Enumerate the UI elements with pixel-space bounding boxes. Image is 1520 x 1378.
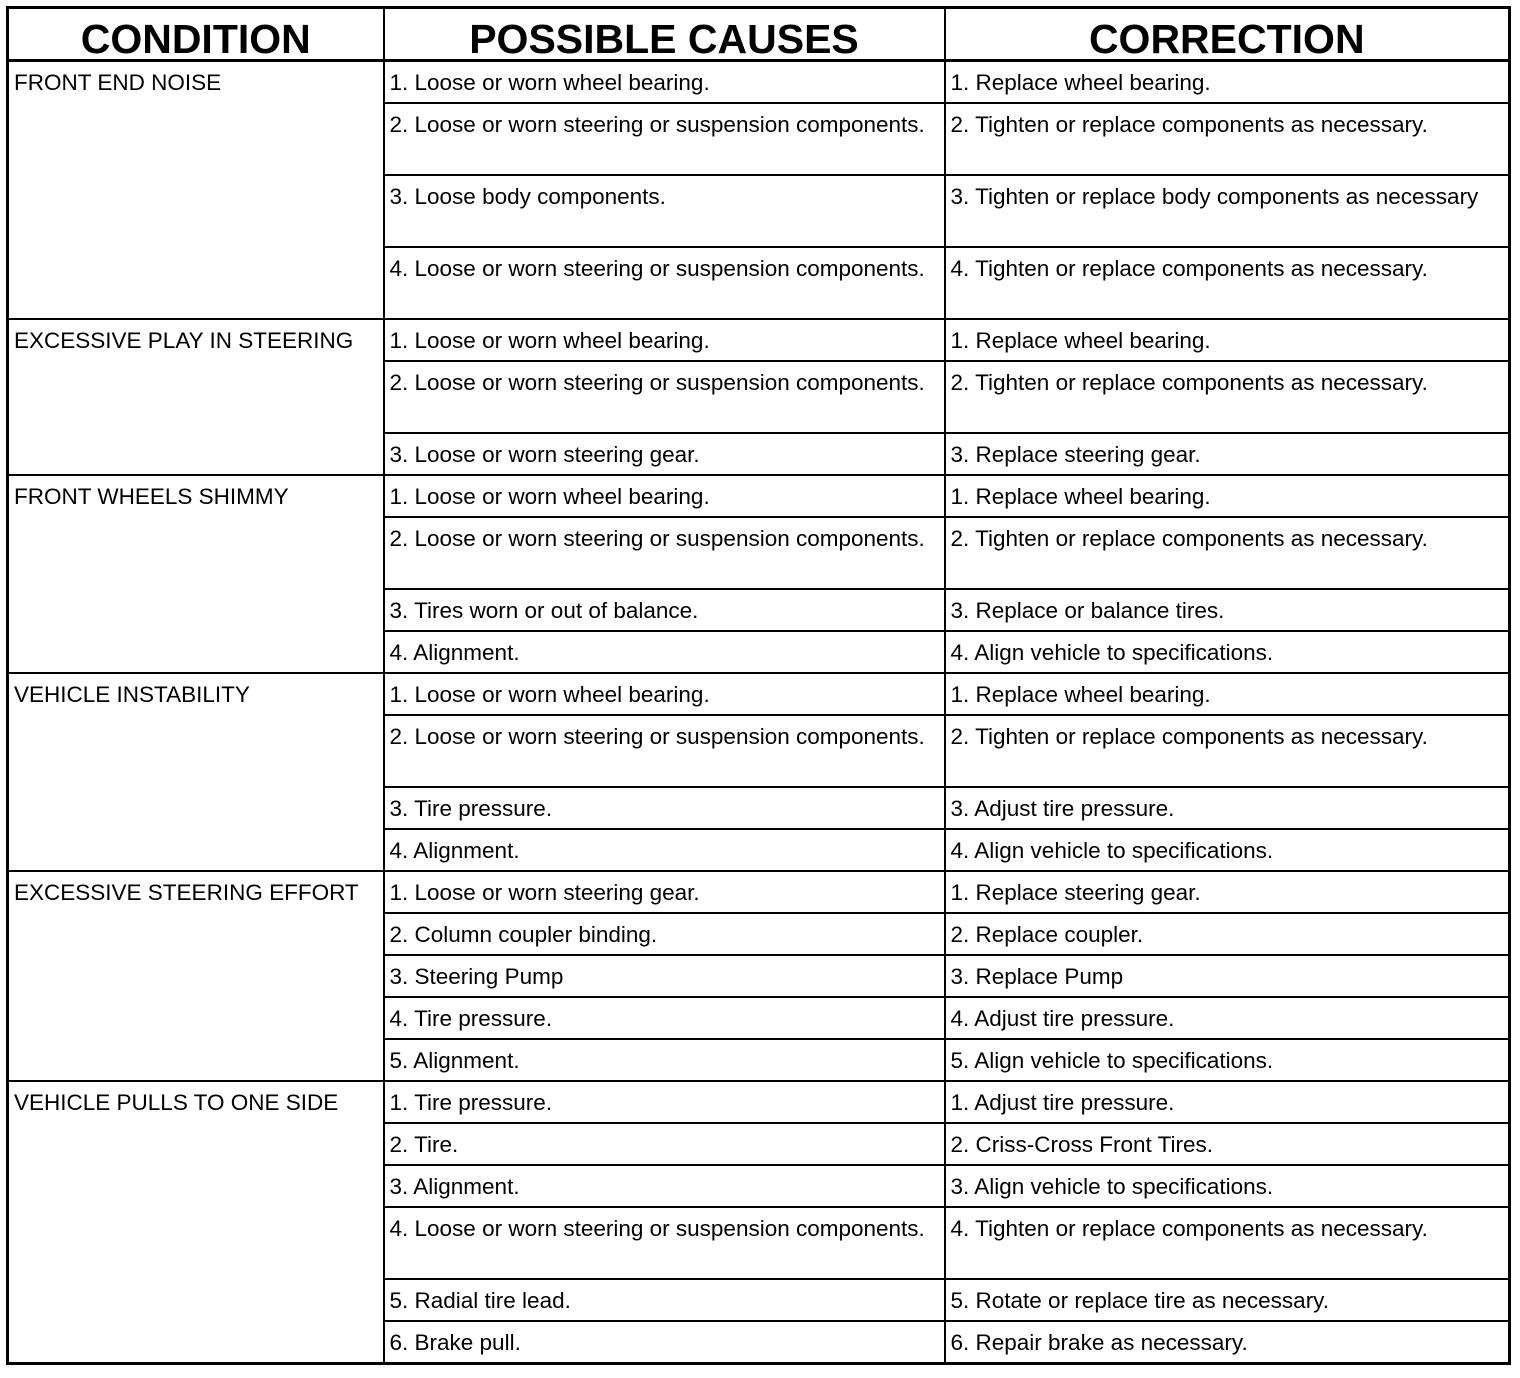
cause-cell: 2. Column coupler binding. — [384, 913, 945, 955]
condition-cell: VEHICLE PULLS TO ONE SIDE — [8, 1081, 384, 1364]
table-row — [8, 61, 1510, 104]
correction-cell: 3. Replace steering gear. — [945, 433, 1510, 475]
cause-cell: 2. Loose or worn steering or suspension components. — [384, 103, 945, 175]
correction-cell: 2. Tighten or replace components as necessary. — [945, 103, 1510, 175]
cause-cell: 4. Tire pressure. — [384, 997, 945, 1039]
correction-cell: 4. Adjust tire pressure. — [945, 997, 1510, 1039]
correction-cell: 2. Replace coupler. — [945, 913, 1510, 955]
cause-cell: 1. Loose or worn wheel bearing. — [384, 61, 945, 104]
cause-cell: 4. Loose or worn steering or suspension components. — [384, 1207, 945, 1279]
table-row — [8, 673, 1510, 715]
correction-cell: 3. Adjust tire pressure. — [945, 787, 1510, 829]
cause-cell: 2. Loose or worn steering or suspension components. — [384, 715, 945, 787]
correction-cell: 1. Replace wheel bearing. — [945, 319, 1510, 361]
correction-cell: 2. Tighten or replace components as necessary. — [945, 361, 1510, 433]
cause-cell: 3. Loose or worn steering gear. — [384, 433, 945, 475]
correction-cell: 2. Tighten or replace components as necessary. — [945, 715, 1510, 787]
correction-cell: 1. Replace steering gear. — [945, 871, 1510, 913]
table-body — [8, 61, 1510, 1364]
table-header-row — [8, 8, 1510, 61]
correction-cell: 1. Adjust tire pressure. — [945, 1081, 1510, 1123]
cause-cell: 5. Alignment. — [384, 1039, 945, 1081]
correction-cell: 1. Replace wheel bearing. — [945, 475, 1510, 517]
correction-cell: 3. Replace Pump — [945, 955, 1510, 997]
cause-cell: 3. Tires worn or out of balance. — [384, 589, 945, 631]
cause-cell: 2. Loose or worn steering or suspension components. — [384, 517, 945, 589]
cause-cell: 3. Loose body components. — [384, 175, 945, 247]
condition-cell: EXCESSIVE STEERING EFFORT — [8, 871, 384, 1081]
cause-cell: 4. Alignment. — [384, 631, 945, 673]
cause-cell: 1. Loose or worn wheel bearing. — [384, 673, 945, 715]
correction-cell: 1. Replace wheel bearing. — [945, 61, 1510, 104]
cause-cell: 1. Tire pressure. — [384, 1081, 945, 1123]
cause-cell: 1. Loose or worn wheel bearing. — [384, 475, 945, 517]
cause-cell: 3. Alignment. — [384, 1165, 945, 1207]
table-row — [8, 475, 1510, 517]
correction-cell: 4. Tighten or replace components as necessary. — [945, 247, 1510, 319]
condition-cell: VEHICLE INSTABILITY — [8, 673, 384, 871]
correction-cell: 5. Rotate or replace tire as necessary. — [945, 1279, 1510, 1321]
correction-cell: 2. Tighten or replace components as necessary. — [945, 517, 1510, 589]
header-correction: CORRECTION — [945, 8, 1510, 61]
cause-cell: 2. Tire. — [384, 1123, 945, 1165]
cause-cell: 5. Radial tire lead. — [384, 1279, 945, 1321]
correction-cell: 4. Tighten or replace components as necessary. — [945, 1207, 1510, 1279]
correction-cell: 4. Align vehicle to specifications. — [945, 631, 1510, 673]
correction-cell: 6. Repair brake as necessary. — [945, 1321, 1510, 1364]
table-row — [8, 319, 1510, 361]
condition-cell: FRONT END NOISE — [8, 61, 384, 320]
cause-cell: 4. Alignment. — [384, 829, 945, 871]
header-condition: CONDITION — [8, 8, 384, 61]
cause-cell: 3. Tire pressure. — [384, 787, 945, 829]
table-row — [8, 871, 1510, 913]
header-possible-causes: POSSIBLE CAUSES — [384, 8, 945, 61]
cause-cell: 3. Steering Pump — [384, 955, 945, 997]
diagnosis-table — [6, 6, 1511, 1365]
table-row — [8, 1081, 1510, 1123]
cause-cell: 1. Loose or worn wheel bearing. — [384, 319, 945, 361]
correction-cell: 4. Align vehicle to specifications. — [945, 829, 1510, 871]
correction-cell: 2. Criss-Cross Front Tires. — [945, 1123, 1510, 1165]
condition-cell: EXCESSIVE PLAY IN STEERING — [8, 319, 384, 475]
cause-cell: 1. Loose or worn steering gear. — [384, 871, 945, 913]
cause-cell: 6. Brake pull. — [384, 1321, 945, 1364]
correction-cell: 3. Tighten or replace body components as necessary — [945, 175, 1510, 247]
cause-cell: 4. Loose or worn steering or suspension components. — [384, 247, 945, 319]
correction-cell: 3. Replace or balance tires. — [945, 589, 1510, 631]
correction-cell: 1. Replace wheel bearing. — [945, 673, 1510, 715]
cause-cell: 2. Loose or worn steering or suspension components. — [384, 361, 945, 433]
correction-cell: 5. Align vehicle to specifications. — [945, 1039, 1510, 1081]
condition-cell: FRONT WHEELS SHIMMY — [8, 475, 384, 673]
correction-cell: 3. Align vehicle to specifications. — [945, 1165, 1510, 1207]
